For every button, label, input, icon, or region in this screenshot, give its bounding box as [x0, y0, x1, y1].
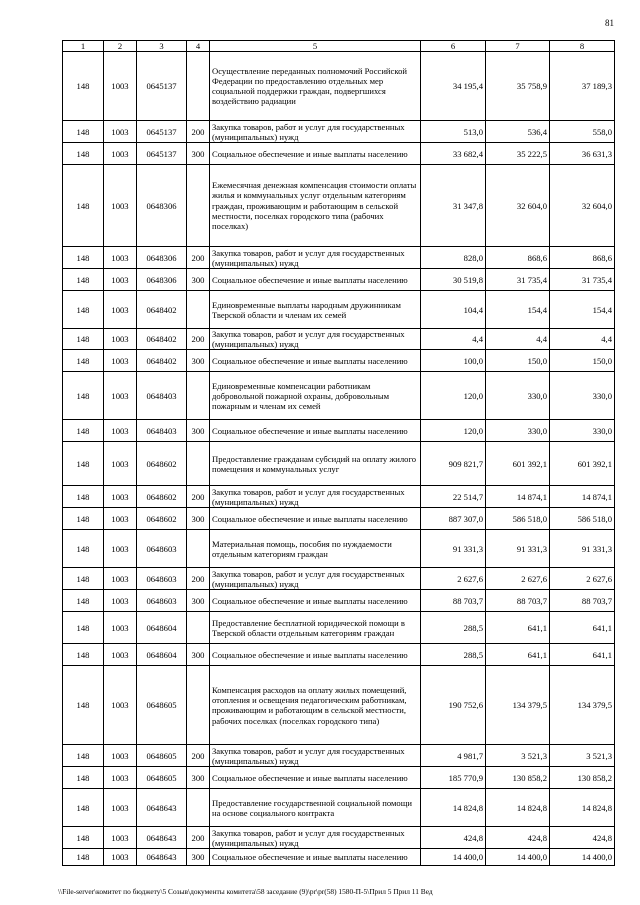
grbs-code-cell: 148 [63, 827, 104, 849]
expense-type-cell: 200 [187, 121, 210, 143]
description-cell: Социальное обеспечение и иные выплаты населению [210, 350, 421, 372]
expense-type-cell: 200 [187, 247, 210, 269]
description-cell: Социальное обеспечение и иные выплаты населению [210, 644, 421, 666]
target-article-cell: 0645137 [137, 52, 187, 121]
page-number: 81 [605, 18, 614, 28]
amount-year3-cell: 130 858,2 [550, 767, 615, 789]
description-cell: Компенсация расходов на оплату жилых помещений, отопления и освещения педагогическим работникам, проживающим и работающим в сельской местности, рабочих поселках (поселках городского типа) [210, 666, 421, 745]
target-article-cell: 0648643 [137, 827, 187, 849]
amount-year2-cell: 35 758,9 [486, 52, 550, 121]
amount-year1-cell: 424,8 [421, 827, 486, 849]
grbs-code-cell: 148 [63, 350, 104, 372]
grbs-code-cell: 148 [63, 644, 104, 666]
section-code-cell: 1003 [104, 350, 137, 372]
amount-year3-cell: 88 703,7 [550, 590, 615, 612]
description-cell: Социальное обеспечение и иные выплаты населению [210, 420, 421, 442]
expense-type-cell: 200 [187, 745, 210, 767]
amount-year2-cell: 2 627,6 [486, 568, 550, 590]
amount-year1-cell: 100,0 [421, 350, 486, 372]
amount-year2-cell: 88 703,7 [486, 590, 550, 612]
grbs-code-cell: 148 [63, 849, 104, 866]
description-cell: Закупка товаров, работ и услуг для государственных (муниципальных) нужд [210, 745, 421, 767]
table-row [63, 350, 615, 372]
budget-table [62, 40, 615, 866]
amount-year1-cell: 33 682,4 [421, 143, 486, 165]
table-row [63, 508, 615, 530]
description-cell: Предоставление государственной социальной помощи на основе социального контракта [210, 789, 421, 827]
target-article-cell: 0648603 [137, 530, 187, 568]
grbs-code-cell: 148 [63, 165, 104, 247]
amount-year3-cell: 37 189,3 [550, 52, 615, 121]
section-code-cell: 1003 [104, 329, 137, 350]
grbs-code-cell: 148 [63, 568, 104, 590]
amount-year2-cell: 3 521,3 [486, 745, 550, 767]
amount-year1-cell: 828,0 [421, 247, 486, 269]
section-code-cell: 1003 [104, 827, 137, 849]
grbs-code-cell: 148 [63, 745, 104, 767]
table-row [63, 590, 615, 612]
table-row [63, 568, 615, 590]
expense-type-cell: 300 [187, 849, 210, 866]
description-cell: Закупка товаров, работ и услуг для государственных (муниципальных) нужд [210, 827, 421, 849]
amount-year1-cell: 887 307,0 [421, 508, 486, 530]
amount-year1-cell: 104,4 [421, 291, 486, 329]
description-cell: Единовременные компенсации работникам добровольной пожарной охраны, добровольным пожарным и членам их семей [210, 372, 421, 420]
table-row [63, 143, 615, 165]
expense-type-cell: 300 [187, 767, 210, 789]
description-cell: Закупка товаров, работ и услуг для государственных (муниципальных) нужд [210, 568, 421, 590]
description-cell: Социальное обеспечение и иные выплаты населению [210, 767, 421, 789]
section-code-cell: 1003 [104, 442, 137, 486]
column-header: 2 [104, 41, 137, 52]
amount-year2-cell: 91 331,3 [486, 530, 550, 568]
target-article-cell: 0648605 [137, 666, 187, 745]
target-article-cell: 0645137 [137, 121, 187, 143]
amount-year2-cell: 868,6 [486, 247, 550, 269]
table-row [63, 291, 615, 329]
grbs-code-cell: 148 [63, 329, 104, 350]
table-row [63, 530, 615, 568]
grbs-code-cell: 148 [63, 121, 104, 143]
amount-year2-cell: 330,0 [486, 420, 550, 442]
table-row [63, 767, 615, 789]
description-cell: Единовременные выплаты народным дружинникам Тверской области и членам их семей [210, 291, 421, 329]
amount-year3-cell: 36 631,3 [550, 143, 615, 165]
amount-year3-cell: 641,1 [550, 612, 615, 644]
grbs-code-cell: 148 [63, 767, 104, 789]
table-row [63, 372, 615, 420]
target-article-cell: 0648402 [137, 350, 187, 372]
description-cell: Закупка товаров, работ и услуг для государственных (муниципальных) нужд [210, 329, 421, 350]
expense-type-cell [187, 666, 210, 745]
section-code-cell: 1003 [104, 247, 137, 269]
table-row [63, 165, 615, 247]
description-cell: Предоставление бесплатной юридической помощи в Тверской области отдельным категориям граждан [210, 612, 421, 644]
amount-year1-cell: 4 981,7 [421, 745, 486, 767]
amount-year1-cell: 88 703,7 [421, 590, 486, 612]
grbs-code-cell: 148 [63, 530, 104, 568]
amount-year2-cell: 601 392,1 [486, 442, 550, 486]
amount-year1-cell: 120,0 [421, 420, 486, 442]
section-code-cell: 1003 [104, 590, 137, 612]
table-row [63, 612, 615, 644]
target-article-cell: 0648604 [137, 612, 187, 644]
amount-year3-cell: 134 379,5 [550, 666, 615, 745]
target-article-cell: 0648604 [137, 644, 187, 666]
amount-year1-cell: 288,5 [421, 612, 486, 644]
table-row [63, 644, 615, 666]
grbs-code-cell: 148 [63, 486, 104, 508]
description-cell: Социальное обеспечение и иные выплаты населению [210, 269, 421, 291]
target-article-cell: 0648603 [137, 568, 187, 590]
section-code-cell: 1003 [104, 165, 137, 247]
expense-type-cell: 200 [187, 568, 210, 590]
table-row [63, 269, 615, 291]
section-code-cell: 1003 [104, 568, 137, 590]
amount-year1-cell: 91 331,3 [421, 530, 486, 568]
amount-year1-cell: 185 770,9 [421, 767, 486, 789]
section-code-cell: 1003 [104, 644, 137, 666]
amount-year1-cell: 34 195,4 [421, 52, 486, 121]
amount-year1-cell: 22 514,7 [421, 486, 486, 508]
table-row [63, 486, 615, 508]
grbs-code-cell: 148 [63, 789, 104, 827]
amount-year2-cell: 130 858,2 [486, 767, 550, 789]
expense-type-cell [187, 52, 210, 121]
target-article-cell: 0648602 [137, 508, 187, 530]
description-cell: Закупка товаров, работ и услуг для государственных (муниципальных) нужд [210, 247, 421, 269]
amount-year3-cell: 154,4 [550, 291, 615, 329]
target-article-cell: 0648403 [137, 420, 187, 442]
amount-year3-cell: 91 331,3 [550, 530, 615, 568]
section-code-cell: 1003 [104, 372, 137, 420]
amount-year3-cell: 601 392,1 [550, 442, 615, 486]
amount-year3-cell: 31 735,4 [550, 269, 615, 291]
grbs-code-cell: 148 [63, 666, 104, 745]
grbs-code-cell: 148 [63, 291, 104, 329]
table-row [63, 745, 615, 767]
section-code-cell: 1003 [104, 52, 137, 121]
target-article-cell: 0648643 [137, 849, 187, 866]
amount-year1-cell: 120,0 [421, 372, 486, 420]
amount-year1-cell: 31 347,8 [421, 165, 486, 247]
file-path-footer: \\File-server\комитет по бюджету\5 Созыв\документы комитета\58 заседание (9)\pr\pr(58) 1580-П-5\Прил 5 Прил 11 Вед [58, 887, 433, 896]
target-article-cell: 0648403 [137, 372, 187, 420]
expense-type-cell [187, 372, 210, 420]
section-code-cell: 1003 [104, 291, 137, 329]
grbs-code-cell: 148 [63, 590, 104, 612]
amount-year2-cell: 641,1 [486, 644, 550, 666]
section-code-cell: 1003 [104, 745, 137, 767]
section-code-cell: 1003 [104, 143, 137, 165]
table-row [63, 789, 615, 827]
amount-year2-cell: 31 735,4 [486, 269, 550, 291]
amount-year2-cell: 134 379,5 [486, 666, 550, 745]
amount-year2-cell: 536,4 [486, 121, 550, 143]
description-cell: Социальное обеспечение и иные выплаты населению [210, 590, 421, 612]
section-code-cell: 1003 [104, 486, 137, 508]
table-header-row [63, 41, 615, 52]
table-row [63, 849, 615, 866]
amount-year1-cell: 190 752,6 [421, 666, 486, 745]
target-article-cell: 0648605 [137, 767, 187, 789]
column-header: 4 [187, 41, 210, 52]
target-article-cell: 0648643 [137, 789, 187, 827]
amount-year3-cell: 14 400,0 [550, 849, 615, 866]
table-row [63, 247, 615, 269]
table-row [63, 420, 615, 442]
amount-year2-cell: 150,0 [486, 350, 550, 372]
description-cell: Материальная помощь, пособия по нуждаемости отдельным категориям граждан [210, 530, 421, 568]
expense-type-cell: 200 [187, 827, 210, 849]
amount-year3-cell: 14 824,8 [550, 789, 615, 827]
amount-year2-cell: 4,4 [486, 329, 550, 350]
column-header: 5 [210, 41, 421, 52]
amount-year3-cell: 868,6 [550, 247, 615, 269]
amount-year2-cell: 330,0 [486, 372, 550, 420]
amount-year2-cell: 32 604,0 [486, 165, 550, 247]
section-code-cell: 1003 [104, 121, 137, 143]
amount-year2-cell: 586 518,0 [486, 508, 550, 530]
amount-year3-cell: 558,0 [550, 121, 615, 143]
amount-year1-cell: 2 627,6 [421, 568, 486, 590]
column-header: 8 [550, 41, 615, 52]
amount-year3-cell: 641,1 [550, 644, 615, 666]
column-header: 6 [421, 41, 486, 52]
amount-year1-cell: 14 824,8 [421, 789, 486, 827]
section-code-cell: 1003 [104, 666, 137, 745]
grbs-code-cell: 148 [63, 442, 104, 486]
amount-year3-cell: 586 518,0 [550, 508, 615, 530]
amount-year3-cell: 4,4 [550, 329, 615, 350]
expense-type-cell: 300 [187, 350, 210, 372]
target-article-cell: 0645137 [137, 143, 187, 165]
column-header: 1 [63, 41, 104, 52]
amount-year3-cell: 3 521,3 [550, 745, 615, 767]
description-cell: Ежемесячная денежная компенсация стоимости оплаты жилья и коммунальных услуг отдельным категориям граждан, проживающим и работающим в сельской местности, поселках городского типа (рабочих поселках) [210, 165, 421, 247]
expense-type-cell: 300 [187, 508, 210, 530]
table-row [63, 52, 615, 121]
amount-year1-cell: 30 519,8 [421, 269, 486, 291]
amount-year3-cell: 32 604,0 [550, 165, 615, 247]
amount-year3-cell: 424,8 [550, 827, 615, 849]
target-article-cell: 0648402 [137, 329, 187, 350]
grbs-code-cell: 148 [63, 143, 104, 165]
target-article-cell: 0648306 [137, 165, 187, 247]
description-cell: Закупка товаров, работ и услуг для государственных (муниципальных) нужд [210, 121, 421, 143]
expense-type-cell: 300 [187, 644, 210, 666]
column-header: 3 [137, 41, 187, 52]
amount-year3-cell: 14 874,1 [550, 486, 615, 508]
table-row [63, 442, 615, 486]
description-cell: Осуществление переданных полномочий Российской Федерации по предоставлению отдельных мер социальной поддержки граждан, подвергшихся воздействию радиации [210, 52, 421, 121]
grbs-code-cell: 148 [63, 508, 104, 530]
grbs-code-cell: 148 [63, 420, 104, 442]
amount-year2-cell: 641,1 [486, 612, 550, 644]
grbs-code-cell: 148 [63, 52, 104, 121]
amount-year2-cell: 154,4 [486, 291, 550, 329]
grbs-code-cell: 148 [63, 247, 104, 269]
expense-type-cell [187, 291, 210, 329]
amount-year3-cell: 2 627,6 [550, 568, 615, 590]
target-article-cell: 0648602 [137, 442, 187, 486]
amount-year1-cell: 4,4 [421, 329, 486, 350]
section-code-cell: 1003 [104, 530, 137, 568]
description-cell: Закупка товаров, работ и услуг для государственных (муниципальных) нужд [210, 486, 421, 508]
amount-year1-cell: 14 400,0 [421, 849, 486, 866]
expense-type-cell [187, 165, 210, 247]
expense-type-cell [187, 442, 210, 486]
description-cell: Социальное обеспечение и иные выплаты населению [210, 849, 421, 866]
section-code-cell: 1003 [104, 420, 137, 442]
target-article-cell: 0648306 [137, 247, 187, 269]
amount-year2-cell: 14 824,8 [486, 789, 550, 827]
expense-type-cell [187, 612, 210, 644]
description-cell: Предоставление гражданам субсидий на оплату жилого помещения и коммунальных услуг [210, 442, 421, 486]
expense-type-cell: 200 [187, 329, 210, 350]
amount-year2-cell: 14 874,1 [486, 486, 550, 508]
amount-year1-cell: 513,0 [421, 121, 486, 143]
table-row [63, 666, 615, 745]
section-code-cell: 1003 [104, 767, 137, 789]
amount-year2-cell: 35 222,5 [486, 143, 550, 165]
expense-type-cell: 300 [187, 269, 210, 291]
column-header: 7 [486, 41, 550, 52]
section-code-cell: 1003 [104, 612, 137, 644]
amount-year3-cell: 330,0 [550, 420, 615, 442]
section-code-cell: 1003 [104, 269, 137, 291]
expense-type-cell: 200 [187, 486, 210, 508]
grbs-code-cell: 148 [63, 372, 104, 420]
expense-type-cell: 300 [187, 143, 210, 165]
target-article-cell: 0648306 [137, 269, 187, 291]
expense-type-cell [187, 530, 210, 568]
expense-type-cell [187, 789, 210, 827]
table-row [63, 329, 615, 350]
table-row [63, 121, 615, 143]
amount-year2-cell: 14 400,0 [486, 849, 550, 866]
expense-type-cell: 300 [187, 590, 210, 612]
amount-year1-cell: 288,5 [421, 644, 486, 666]
amount-year3-cell: 150,0 [550, 350, 615, 372]
section-code-cell: 1003 [104, 508, 137, 530]
target-article-cell: 0648603 [137, 590, 187, 612]
section-code-cell: 1003 [104, 849, 137, 866]
section-code-cell: 1003 [104, 789, 137, 827]
target-article-cell: 0648605 [137, 745, 187, 767]
description-cell: Социальное обеспечение и иные выплаты населению [210, 508, 421, 530]
amount-year2-cell: 424,8 [486, 827, 550, 849]
amount-year1-cell: 909 821,7 [421, 442, 486, 486]
grbs-code-cell: 148 [63, 269, 104, 291]
expense-type-cell: 300 [187, 420, 210, 442]
target-article-cell: 0648602 [137, 486, 187, 508]
table-row [63, 827, 615, 849]
grbs-code-cell: 148 [63, 612, 104, 644]
amount-year3-cell: 330,0 [550, 372, 615, 420]
description-cell: Социальное обеспечение и иные выплаты населению [210, 143, 421, 165]
target-article-cell: 0648402 [137, 291, 187, 329]
